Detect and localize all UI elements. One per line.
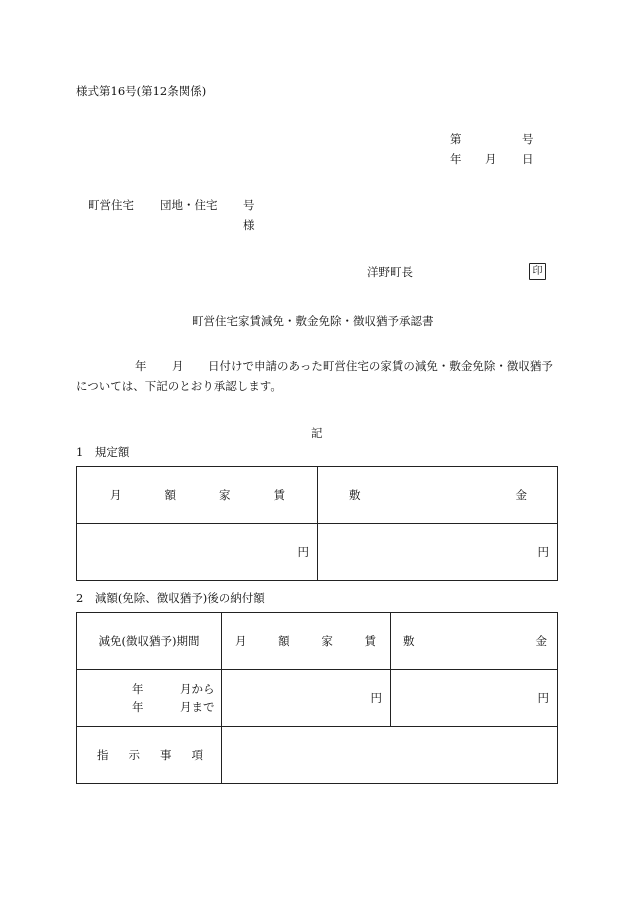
seal-icon: 印 <box>529 263 546 280</box>
period-cell <box>77 670 222 727</box>
date-month: 月 <box>485 152 497 166</box>
to-year: 年 <box>132 700 144 714</box>
deposit-amount-cell <box>318 524 558 581</box>
yen-unit: 円 <box>370 691 382 705</box>
rent-header-char: 月 <box>110 488 122 502</box>
section1-table <box>76 466 558 581</box>
rent-header-char: 家 <box>219 488 231 502</box>
doc-number-go: 号 <box>522 132 534 146</box>
rent-header-char: 賃 <box>273 488 285 502</box>
deposit-header-char: 敷 <box>403 634 415 648</box>
deposit-header-cell <box>318 467 558 524</box>
rent-header-char: 額 <box>164 488 176 502</box>
section1-heading: 1 規定額 <box>76 445 130 459</box>
instructions-label-cell <box>77 727 222 784</box>
ki-label: 記 <box>311 426 323 440</box>
yen-unit: 円 <box>537 691 549 705</box>
instructions-label-char: 項 <box>191 748 203 762</box>
period-header-cell <box>77 613 222 670</box>
rent-header-char: 賃 <box>364 634 376 648</box>
document-title: 町営住宅家賃減免・敷金免除・徴収猶予承認書 <box>192 314 434 328</box>
body-month: 月 <box>172 359 184 373</box>
addressee-housing: 町営住宅 <box>88 198 134 212</box>
rent-header-char: 額 <box>278 634 290 648</box>
section2-heading: 2 減額(免除、徴収猶予)後の納付額 <box>76 591 265 605</box>
rent-amount-cell <box>77 524 318 581</box>
instructions-label-char: 事 <box>160 748 172 762</box>
instructions-label-char: 指 <box>97 748 109 762</box>
instructions-content-cell <box>222 727 558 784</box>
seal-mark <box>529 263 546 280</box>
body-line2: については、下記のとおり承認します。 <box>76 379 282 393</box>
period-header: 減免(徴収猶予)期間 <box>98 634 200 648</box>
rent-header-char: 家 <box>321 634 333 648</box>
rent-header-cell <box>222 613 391 670</box>
to-month: 月まで <box>180 700 215 714</box>
form-label: 様式第16号(第12条関係) <box>76 84 207 98</box>
rent-header-char: 月 <box>235 634 247 648</box>
body-line1-rest: 日付けで申請のあった町営住宅の家賃の減免・敷金免除・徴収猶予 <box>208 359 553 373</box>
rent-amount-cell <box>222 670 391 727</box>
from-month: 月から <box>180 682 215 696</box>
body-year: 年 <box>135 359 147 373</box>
addressee-complex: 団地・住宅 <box>160 198 218 212</box>
deposit-amount-cell <box>391 670 558 727</box>
doc-number-dai: 第 <box>450 132 462 146</box>
deposit-header-cell <box>391 613 558 670</box>
yen-unit: 円 <box>537 545 549 559</box>
date-day: 日 <box>522 152 534 166</box>
yen-unit: 円 <box>297 545 309 559</box>
from-year: 年 <box>132 682 144 696</box>
issuer-name: 洋野町長 <box>367 265 413 279</box>
addressee-number: 号 <box>243 198 255 212</box>
date-year: 年 <box>450 152 462 166</box>
addressee-sama: 様 <box>243 218 255 232</box>
rent-header-cell <box>77 467 318 524</box>
deposit-header-char: 金 <box>515 488 527 502</box>
deposit-header-char: 敷 <box>349 488 361 502</box>
section2-table <box>76 612 558 784</box>
instructions-label-char: 示 <box>128 748 140 762</box>
deposit-header-char: 金 <box>535 634 547 648</box>
